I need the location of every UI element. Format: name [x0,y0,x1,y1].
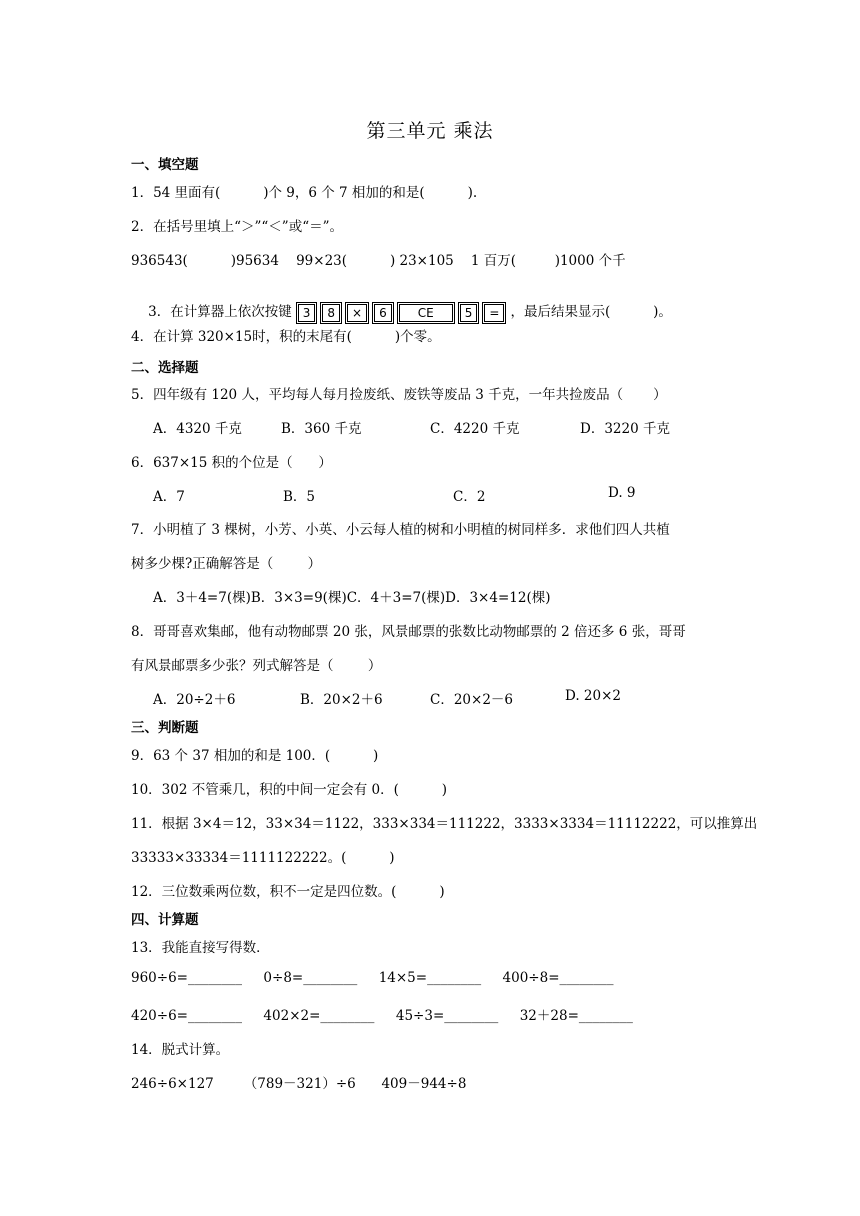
question-11-line-1: 11．根据 3×4＝12，33×34＝1122，333×334＝111222，3333×3334＝11112222，可以推算出 [131,816,758,832]
calculator-key-sequence [296,304,507,322]
question-6: 6．637×15 积的个位是（ ） [131,455,332,471]
question-4: 4．在计算 320×15时，积的末尾有( )个零。 [131,329,441,345]
question-3-prefix: 3．在计算器上依次按键 [148,304,292,320]
section-heading-fill-blank: 一、填空题 [131,157,199,173]
question-5-option-b: B．360 千克 [281,421,362,437]
calculator-key: CE [399,304,453,322]
question-7-line-1: 7．小明植了 3 棵树，小芳、小英、小云每人植的树和小明植的树同样多．求他们四人共植 [131,522,670,538]
question-13-row-1: 960÷6=________ 0÷8=________ 14×5=________ 400÷8=________ [131,970,614,986]
question-8-option-a: A．20÷2＋6 [153,692,236,708]
question-8-option-c: C．20×2－6 [430,692,513,708]
question-13-row-2: 420÷6=________ 402×2=________ 45÷3=________ 32＋28=________ [131,1008,633,1024]
question-11-line-2: 33333×33334＝1111122222。( ) [131,850,395,866]
question-2: 2．在括号里填上“＞”“＜”或“＝”。 [131,219,343,235]
calculator-key: 6 [374,304,392,322]
calculator-key: 3 [298,304,316,322]
question-10: 10．302 不管乘几，积的中间一定会有 0．( ) [131,782,448,798]
section-heading-multiple-choice: 二、选择题 [131,360,199,376]
question-6-option-b: B．5 [283,489,316,505]
question-6-option-c: C．2 [453,489,486,505]
section-heading-true-false: 三、判断题 [131,720,199,736]
question-5-option-d: D．3220 千克 [580,421,670,437]
question-7-line-2: 树多少棵?正确解答是（ ） [131,556,322,572]
question-8-line-2: 有风景邮票多少张？列式解答是（ ） [131,658,382,674]
question-5: 5．四年级有 120 人，平均每人每月捡废纸、废铁等废品 3 千克，一年共捡废品（ ） [131,387,667,403]
question-5-option-c: C．4220 千克 [430,421,520,437]
question-13: 13．我能直接写得数． [131,940,270,956]
question-8-option-b: B．20×2＋6 [300,692,383,708]
question-1: 1．54 里面有( )个 9，6 个 7 相加的和是( ). [131,185,478,201]
question-5-option-a: A．4320 千克 [153,421,242,437]
question-12: 12．三位数乘两位数，积不一定是四位数。( ) [131,884,445,900]
question-8-line-1: 8．哥哥喜欢集邮，他有动物邮票 20 张，风景邮票的张数比动物邮票的 2 倍还多 6 张，哥哥 [131,624,686,640]
question-3-suffix: ，最后结果显示( )。 [510,304,672,320]
question-6-option-a: A．7 [153,489,185,505]
calculator-key: × [347,304,367,322]
question-14-row: 246÷6×127 （789－321）÷6 409－944÷8 [131,1076,467,1092]
question-8-option-d: D. 20×2 [565,688,622,704]
question-9: 9．63 个 37 相加的和是 100．( ) [131,748,379,764]
question-14: 14．脱式计算。 [131,1042,230,1058]
calculator-key: 5 [460,304,478,322]
question-6-option-d: D. 9 [608,485,636,501]
calculator-key: 8 [322,304,340,322]
question-2-items: 936543( )95634 99×23( ) 23×105 1 百万( )1000 个千 [131,253,626,269]
question-7-options: A．3＋4=7(棵)B．3×3=9(棵)C．4＋3=7(棵)D．3×4=12(棵) [153,590,551,606]
page-title: 第三单元 乘法 [366,120,494,142]
section-heading-calculation: 四、计算题 [131,912,199,928]
calculator-key: = [484,304,504,322]
